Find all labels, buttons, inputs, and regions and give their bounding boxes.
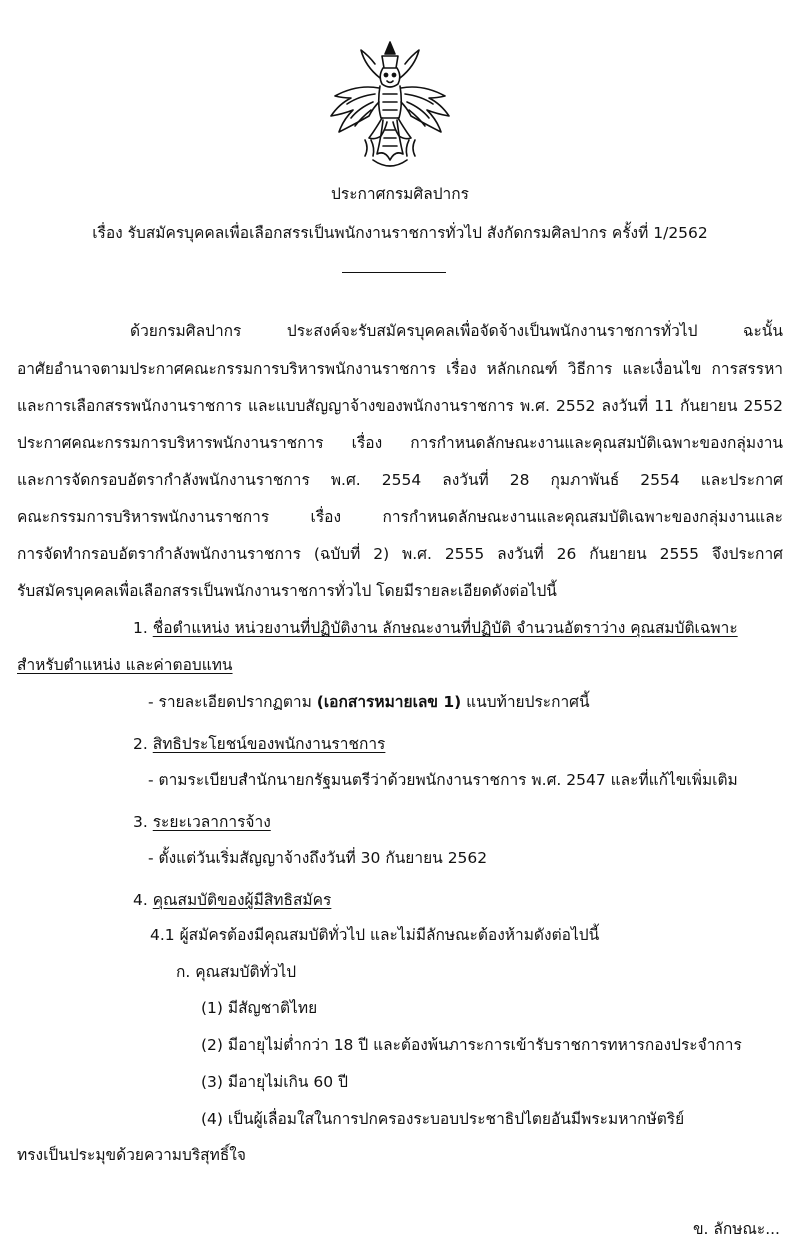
intro-line: และการจัดกรอบอัตรากำลังพนักงานราชการ พ.ศ. 2554 ลงวันที่ 28 กุมภาพันธ์ 2554 และประกาศ	[17, 471, 783, 489]
qualification-item-continued: ทรงเป็นประมุขด้วยความบริสุทธิ์ใจ	[17, 1146, 246, 1164]
qualification-item: (2) มีอายุไม่ต่ำกว่า 18 ปี และต้องพ้นภาระการเข้ารับราชการทหารกองประจำการ	[201, 1036, 742, 1054]
title-divider	[342, 272, 446, 273]
section-1-heading	[133, 619, 783, 638]
section-3-detail: - ตั้งแต่วันเริ่มสัญญาจ้างถึงวันที่ 30 กันยายน 2562	[148, 849, 488, 867]
intro-line: การจัดทำกรอบอัตรากำลังพนักงานราชการ (ฉบับที่ 2) พ.ศ. 2555 ลงวันที่ 26 กันยายน 2555 จึงประกาศ	[17, 545, 783, 563]
section-1-number: 1.	[133, 619, 148, 637]
document-reference: (เอกสารหมายเลข 1)	[316, 693, 462, 711]
intro-line: รับสมัครบุคคลเพื่อเลือกสรรเป็นพนักงานราชการทั่วไป โดยมีรายละเอียดดังต่อไปนี้	[17, 582, 557, 600]
section-3-number: 3.	[133, 813, 148, 831]
announcement-agency: ประกาศกรมศิลปากร	[331, 185, 469, 203]
section-2-heading	[133, 735, 385, 754]
detail-suffix: แนบท้ายประกาศนี้	[461, 693, 590, 711]
intro-line: ประกาศคณะกรรมการบริหารพนักงานราชการ เรื่อง การกำหนดลักษณะงานและคุณสมบัติเฉพาะของกลุ่มงาน	[17, 434, 783, 452]
section-4-title: คุณสมบัติของผู้มีสิทธิสมัคร	[152, 891, 332, 909]
section-4-number: 4.	[133, 891, 148, 909]
intro-line: อาศัยอำนาจตามประกาศคณะกรรมการบริหารพนักงานราชการ เรื่อง หลักเกณฑ์ วิธีการ และเงื่อนไข การสรรหา	[17, 360, 783, 378]
section-1-title-line-1: ชื่อตำแหน่ง หน่วยงานที่ปฏิบัติงาน ลักษณะงานที่ปฏิบัติ จำนวนอัตราว่าง คุณสมบัติเฉพาะ	[152, 619, 738, 637]
section-2-number: 2.	[133, 735, 148, 753]
detail-prefix: - รายละเอียดปรากฏตาม	[148, 693, 317, 711]
qualification-item: (1) มีสัญชาติไทย	[201, 999, 318, 1017]
section-4-1: 4.1 ผู้สมัครต้องมีคุณสมบัติทั่วไป และไม่มีลักษณะต้องห้ามดังต่อไปนี้	[150, 926, 600, 944]
section-4-1-a: ก. คุณสมบัติทั่วไป	[176, 963, 297, 981]
qualification-item: (3) มีอายุไม่เกิน 60 ปี	[201, 1073, 348, 1091]
section-4-heading	[133, 891, 331, 910]
intro-line: และการเลือกสรรพนักงานราชการ และแบบสัญญาจ้างของพนักงานราชการ พ.ศ. 2552 ลงวันที่ 11 กันยายน 2552	[17, 397, 783, 415]
garuda-emblem-icon	[325, 38, 455, 178]
section-1-detail	[148, 693, 590, 712]
section-2-title: สิทธิประโยชน์ของพนักงานราชการ	[152, 735, 386, 753]
section-3-heading	[133, 813, 271, 832]
qualification-item: (4) เป็นผู้เลื่อมใสในการปกครองระบอบประชาธิปไตยอันมีพระมหากษัตริย์	[201, 1110, 685, 1128]
intro-line: ด้วยกรมศิลปากร ประสงค์จะรับสมัครบุคคลเพื่อจัดจ้างเป็นพนักงานราชการทั่วไป ฉะนั้น	[130, 322, 783, 340]
section-1-title-line-2: สำหรับตำแหน่ง และค่าตอบแทน	[17, 656, 233, 674]
section-2-detail: - ตามระเบียบสำนักนายกรัฐมนตรีว่าด้วยพนักงานราชการ พ.ศ. 2547 และที่แก้ไขเพิ่มเติม	[148, 771, 738, 789]
page-continuation: ข. ลักษณะ...	[692, 1220, 780, 1238]
intro-line: คณะกรรมการบริหารพนักงานราชการ เรื่อง การกำหนดลักษณะงานและคุณสมบัติเฉพาะของกลุ่มงานและ	[17, 508, 783, 526]
announcement-subject: เรื่อง รับสมัครบุคคลเพื่อเลือกสรรเป็นพนักงานราชการทั่วไป สังกัดกรมศิลปากร ครั้งที่ 1/2562	[92, 224, 708, 242]
section-3-title: ระยะเวลาการจ้าง	[152, 813, 271, 831]
